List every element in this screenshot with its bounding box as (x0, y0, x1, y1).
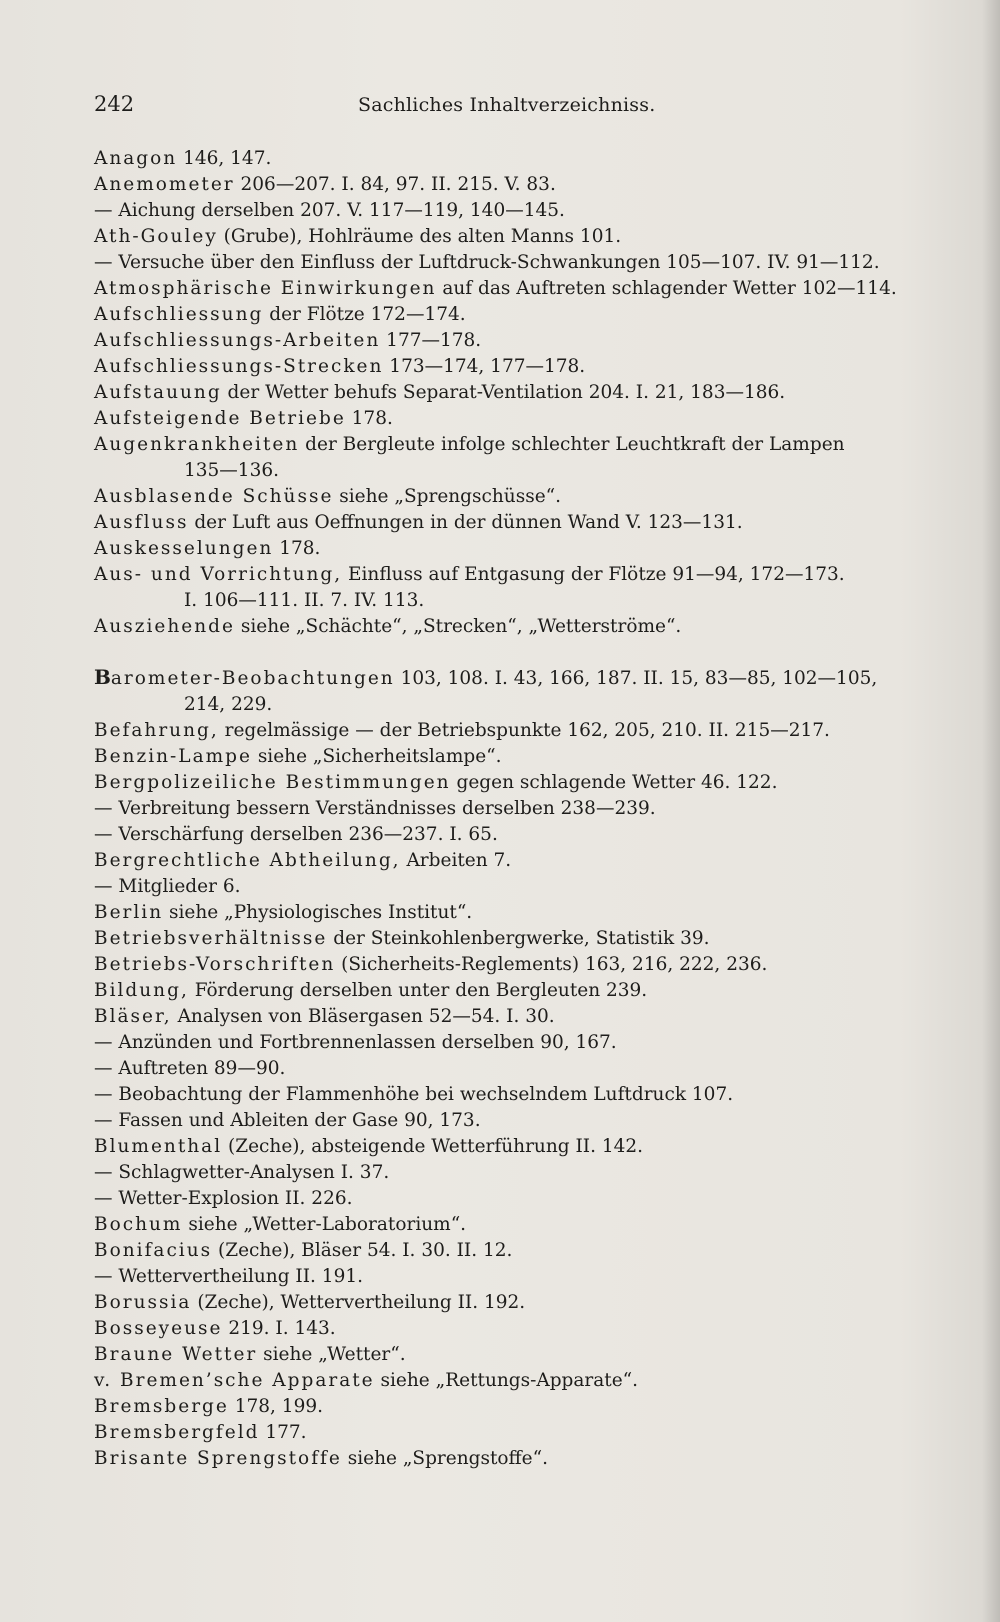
index-entry (94, 536, 914, 562)
subject-index (94, 146, 914, 1472)
index-term: Aufschliessungs-Arbeiten (94, 330, 381, 351)
index-references: 178, 199. (228, 1396, 324, 1417)
index-references: Förderung derselben unter den Bergleuten 239. (188, 980, 648, 1001)
index-entry (94, 1342, 914, 1368)
index-entry (94, 848, 914, 874)
index-subentry: — Aichung derselben 207. V. 117—119, 140—145. (94, 200, 565, 221)
index-term: Aufschliessung (94, 304, 264, 325)
index-references: der Bergleute infolge schlechter Leuchtkraft der Lampen (299, 434, 845, 455)
index-entry (94, 354, 914, 380)
index-subentry: — Anzünden und Fortbrennenlassen derselben 90, 167. (94, 1032, 617, 1053)
index-term: Bildung, (94, 980, 189, 1001)
index-subentry: — Fassen und Ableiten der Gase 90, 173. (94, 1110, 481, 1131)
index-references: der Steinkohlenbergwerke, Statistik 39. (327, 928, 710, 949)
index-references: 177—178. (380, 330, 482, 351)
index-entry (94, 1316, 914, 1342)
index-continuation: 135—136. (184, 460, 280, 481)
index-references: gegen schlagende Wetter 46. 122. (450, 772, 778, 793)
page-number: 242 (94, 92, 135, 116)
index-term: Brisante Sprengstoffe (94, 1448, 342, 1469)
index-subentry: — Wettervertheilung II. 191. (94, 1266, 363, 1287)
index-references: siehe „Sprengstoffe“. (341, 1448, 548, 1469)
index-term: Anemometer (94, 174, 235, 195)
index-term: Augenkrankheiten (94, 434, 300, 455)
index-continuation: 214, 229. (184, 694, 273, 715)
index-references: auf das Auftreten schlagender Wetter 102—114. (436, 278, 897, 299)
index-term: Berlin (94, 902, 164, 923)
index-entry (94, 1238, 914, 1264)
index-references: siehe „Rettungs-Apparate“. (374, 1370, 639, 1391)
index-references: der Luft aus Oeffnungen in der dünnen Wand V. 123—131. (188, 512, 743, 533)
index-references: 173—174, 177—178. (383, 356, 586, 377)
index-entry (94, 1420, 914, 1446)
index-term: Bergpolizeiliche Bestimmungen (94, 772, 451, 793)
index-term: Bochum (94, 1214, 183, 1235)
index-references: Analysen von Bläsergasen 52—54. I. 30. (171, 1006, 555, 1027)
section-gap (94, 640, 914, 664)
index-references: (Zeche), Wettervertheilung II. 192. (191, 1292, 526, 1313)
index-references: 103, 108. I. 43, 166, 187. II. 15, 83—85, 102—105, (394, 668, 878, 689)
index-entry (94, 484, 914, 510)
index-entry (94, 1212, 914, 1238)
index-references: 177. (259, 1422, 307, 1443)
index-references: (Sicherheits-Reglements) 163, 216, 222, 236. (335, 954, 768, 975)
index-entry (94, 302, 914, 328)
index-term: Aufschliessungs-Strecken (94, 356, 384, 377)
index-references: regelmässige — der Betriebspunkte 162, 205, 210. II. 215—217. (218, 720, 830, 741)
index-term: arometer-Beobachtungen (110, 668, 395, 689)
index-entry (94, 1108, 914, 1134)
index-term: Atmosphärische Einwirkungen (94, 278, 437, 299)
index-references: (Zeche), absteigende Wetterführung II. 142. (222, 1136, 644, 1157)
index-term: Aufstauung (94, 382, 222, 403)
index-references: 206—207. I. 84, 97. II. 215. V. 83. (234, 174, 556, 195)
index-references: Einfluss auf Entgasung der Flötze 91—94, 172—173. (342, 564, 845, 585)
index-subentry: — Beobachtung der Flammenhöhe bei wechselndem Luftdruck 107. (94, 1084, 734, 1105)
index-subentry: — Mitglieder 6. (94, 876, 241, 897)
index-references: (Grube), Hohlräume des alten Manns 101. (217, 226, 622, 247)
index-entry (94, 510, 914, 536)
index-entry (94, 1004, 914, 1030)
index-term: Befahrung, (94, 720, 219, 741)
index-entry (94, 224, 914, 250)
index-term: Ausfluss (94, 512, 189, 533)
index-entry (94, 1056, 914, 1082)
index-continuation: I. 106—111. II. 7. IV. 113. (184, 590, 425, 611)
index-entry (94, 1368, 914, 1394)
index-entry (94, 978, 914, 1004)
index-entry (94, 380, 914, 406)
index-term: Benzin-Lampe (94, 746, 252, 767)
index-term: Bosseyeuse (94, 1318, 223, 1339)
index-term: Bremsberge (94, 1396, 229, 1417)
index-references: 219. I. 143. (222, 1318, 336, 1339)
index-term: Bläser, (94, 1006, 172, 1027)
index-entry (94, 1446, 914, 1472)
index-term: Ath-Gouley (94, 226, 218, 247)
index-entry (94, 664, 914, 718)
index-subentry: — Schlagwetter-Analysen I. 37. (94, 1162, 390, 1183)
index-entry (94, 562, 914, 614)
index-entry (94, 172, 914, 198)
index-references: siehe „Wetter“. (257, 1344, 406, 1365)
index-references: siehe „Sprengschüsse“. (333, 486, 561, 507)
page-edge-shadow (982, 0, 1000, 1622)
index-entry (94, 874, 914, 900)
index-entry (94, 1030, 914, 1056)
index-entry (94, 1082, 914, 1108)
running-title: Sachliches Inhaltverzeichniss. (358, 94, 656, 116)
index-entry (94, 770, 914, 796)
index-entry (94, 614, 914, 640)
index-term: Betriebs-Vorschriften (94, 954, 336, 975)
index-subentry: — Auftreten 89—90. (94, 1058, 286, 1079)
index-references: siehe „Wetter-Laboratorium“. (182, 1214, 467, 1235)
index-section-b (94, 664, 914, 1472)
index-entry (94, 198, 914, 224)
index-subentry: — Verschärfung derselben 236—237. I. 65. (94, 824, 498, 845)
index-entry (94, 796, 914, 822)
index-entry (94, 952, 914, 978)
index-subentry: — Verbreitung bessern Verständnisses derselben 238—239. (94, 798, 656, 819)
index-entry (94, 1186, 914, 1212)
index-entry (94, 718, 914, 744)
index-term: Bergrechtliche Abtheilung, (94, 850, 401, 871)
index-entry (94, 146, 914, 172)
index-entry (94, 1394, 914, 1420)
index-term: Borussia (94, 1292, 192, 1313)
index-references: 178. (345, 408, 393, 429)
index-term: Betriebsverhältnisse (94, 928, 328, 949)
index-term: Auskesselungen (94, 538, 274, 559)
index-term: Ausziehende (94, 616, 235, 637)
index-entry (94, 926, 914, 952)
index-entry (94, 328, 914, 354)
index-term: v. Bremen’sche Apparate (94, 1370, 375, 1391)
index-term: Braune Wetter (94, 1344, 258, 1365)
index-term: Aufsteigende Betriebe (94, 408, 346, 429)
index-references: der Wetter behufs Separat-Ventilation 204. I. 21, 183—186. (221, 382, 786, 403)
index-entry (94, 822, 914, 848)
index-entry (94, 1264, 914, 1290)
index-references: der Flötze 172—174. (263, 304, 466, 325)
index-term: Bonifacius (94, 1240, 213, 1261)
index-section-a (94, 146, 914, 640)
index-term: Anagon (94, 148, 178, 169)
index-subentry: — Wetter-Explosion II. 226. (94, 1188, 353, 1209)
index-entry (94, 1290, 914, 1316)
index-references: siehe „Schächte“, „Strecken“, „Wetterströme“. (234, 616, 682, 637)
index-entry (94, 406, 914, 432)
index-entry (94, 1160, 914, 1186)
index-subentry: — Versuche über den Einfluss der Luftdruck-Schwankungen 105—107. IV. 91—112. (94, 252, 880, 273)
drop-initial: B (94, 665, 111, 689)
index-references: (Zeche), Bläser 54. I. 30. II. 12. (212, 1240, 513, 1261)
index-references: 146, 147. (177, 148, 272, 169)
index-entry (94, 432, 914, 484)
index-references: siehe „Physiologisches Institut“. (163, 902, 473, 923)
index-entry (94, 744, 914, 770)
index-entry (94, 276, 914, 302)
index-entry (94, 250, 914, 276)
index-term: Blumenthal (94, 1136, 223, 1157)
index-references: Arbeiten 7. (400, 850, 512, 871)
index-entry (94, 1134, 914, 1160)
page-header (94, 92, 904, 122)
index-entry (94, 900, 914, 926)
index-references: siehe „Sicherheitslampe“. (251, 746, 502, 767)
index-term: Ausblasende Schüsse (94, 486, 334, 507)
index-term: Bremsbergfeld (94, 1422, 260, 1443)
index-term: Aus- und Vorrichtung, (94, 564, 343, 585)
index-references: 178. (273, 538, 321, 559)
